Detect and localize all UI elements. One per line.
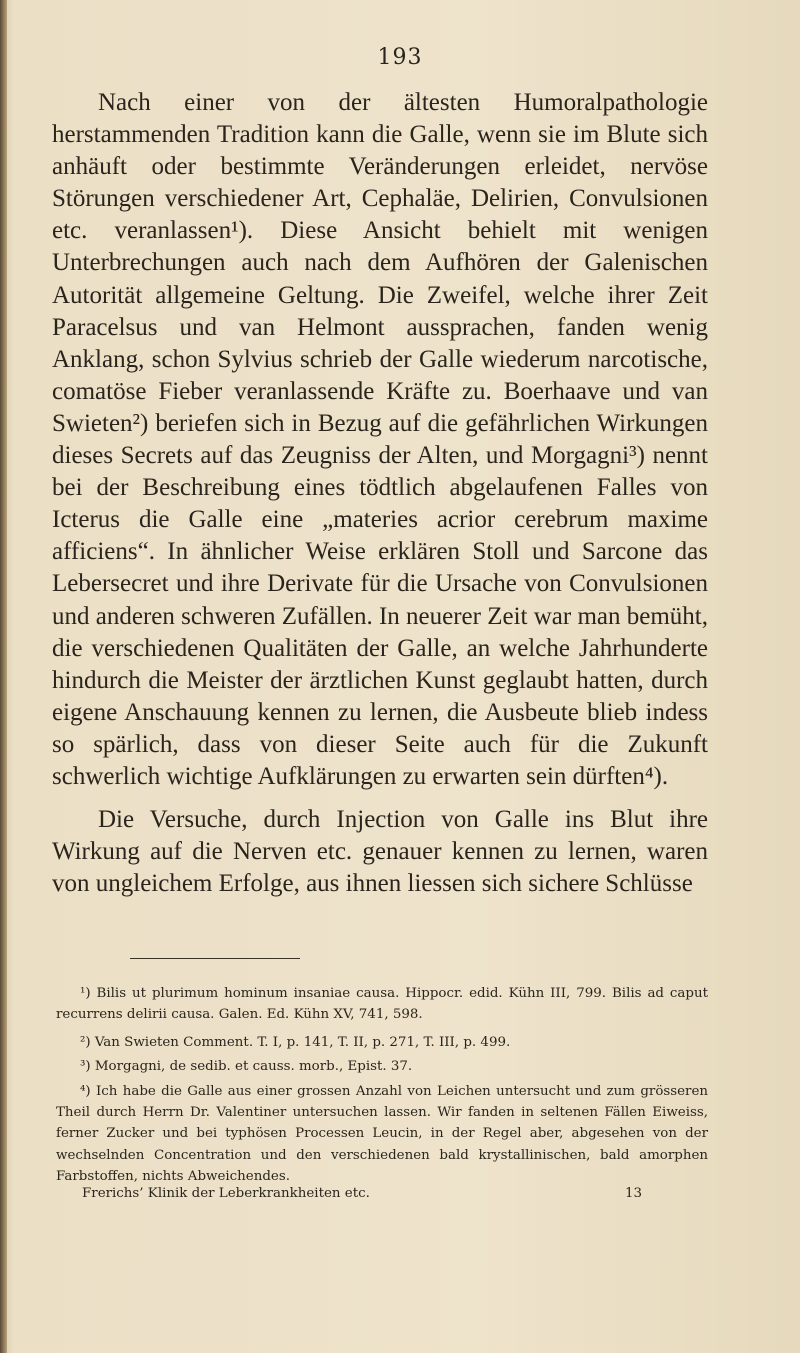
footnote-4: ⁴) Ich habe die Galle aus einer grossen Anzahl von Leichen untersucht und zum grösseren Theil durch Herrn Dr. Valentiner untersuchen lassen. Wir fanden in seltenen Fällen Eiweiss, ferner Zucker und bei typhösen Processen Leucin, in der Regel aber, abgesehen von der wechselnden Concentration und den verschiedenen bald krystallinischen, bald amorphen Farbstoffen, nichts Abweichendes. — [56, 1083, 708, 1185]
paragraph-2: Die Versuche, durch Injection von Galle ins Blut ihre Wirkung auf die Nerven etc. genauer kennen zu lernen, waren von ungleichem Erfolge, aus ihnen liessen sich sichere Schlüsse — [52, 806, 708, 898]
paragraph-1: Nach einer von der ältesten Humoralpathologie herstammenden Tradition kann die Galle, wenn sie im Blute sich anhäuft oder bestimmte Veränderungen erleidet, nervöse Störungen verschiedener Art, Cephaläe, Delirien, Convulsionen etc. veranlassen¹). Diese Ansicht behielt mit wenigen Unterbrechungen auch nach dem Aufhören der Galenischen Autorität allgemeine Geltung. Die Zweifel, welche ihrer Zeit Paracelsus und van Helmont aussprachen, fanden wenig Anklang, schon Sylvius schrieb der Galle wiederum narcotische, comatöse Fieber veranlassende Kräfte zu. Boerhaave und van Swieten²) beriefen sich in Bezug auf die gefährlichen Wirkungen dieses Secrets auf das Zeugniss der Alten, und Morgagni³) nennt bei der Beschreibung eines tödtlich abgelaufenen Falles von Icterus die Galle eine „materies acrior cerebrum maxime afficiens“. In ähnlicher Weise erklären Stoll und Sarcone das Lebersecret und ihre Derivate für die Ursache von Convulsionen und anderen schweren Zufällen. In neuerer Zeit war man bemüht, die verschiedenen Qualitäten der Galle, an welche Jahrhunderte hindurch die Meister der ärztlichen Kunst geglaubt hatten, durch eigene Anschauung kennen zu lernen, die Ausbeute blieb indess so spärlich, dass von dieser Seite auch für die Zukunft schwerlich wichtige Aufklärungen zu erwarten sein dürften⁴). — [52, 89, 708, 790]
signature-text: Frerichs’ Klinik der Leberkrankheiten etc. — [82, 1186, 370, 1201]
footnote-2: ²) Van Swieten Comment. T. I, p. 141, T. II, p. 271, T. III, p. 499. — [80, 1034, 511, 1050]
footnote-3: ³) Morgagni, de sedib. et causs. morb., Epist. 37. — [80, 1059, 413, 1075]
footnote-1: ¹) Bilis ut plurimum hominum insaniae causa. Hippocr. edid. Kühn III, 799. Bilis ad caput recurrens delirii causa. Galen. Ed. Kühn XV, 741, 598. — [56, 986, 708, 1023]
page-number: 193 — [377, 45, 423, 70]
page-binding-edge — [0, 0, 7, 1353]
footnote-divider — [130, 958, 300, 959]
main-text — [52, 87, 708, 900]
printer-signature — [82, 1186, 642, 1201]
signature-number: 13 — [624, 1186, 642, 1201]
footnotes — [56, 983, 708, 1191]
